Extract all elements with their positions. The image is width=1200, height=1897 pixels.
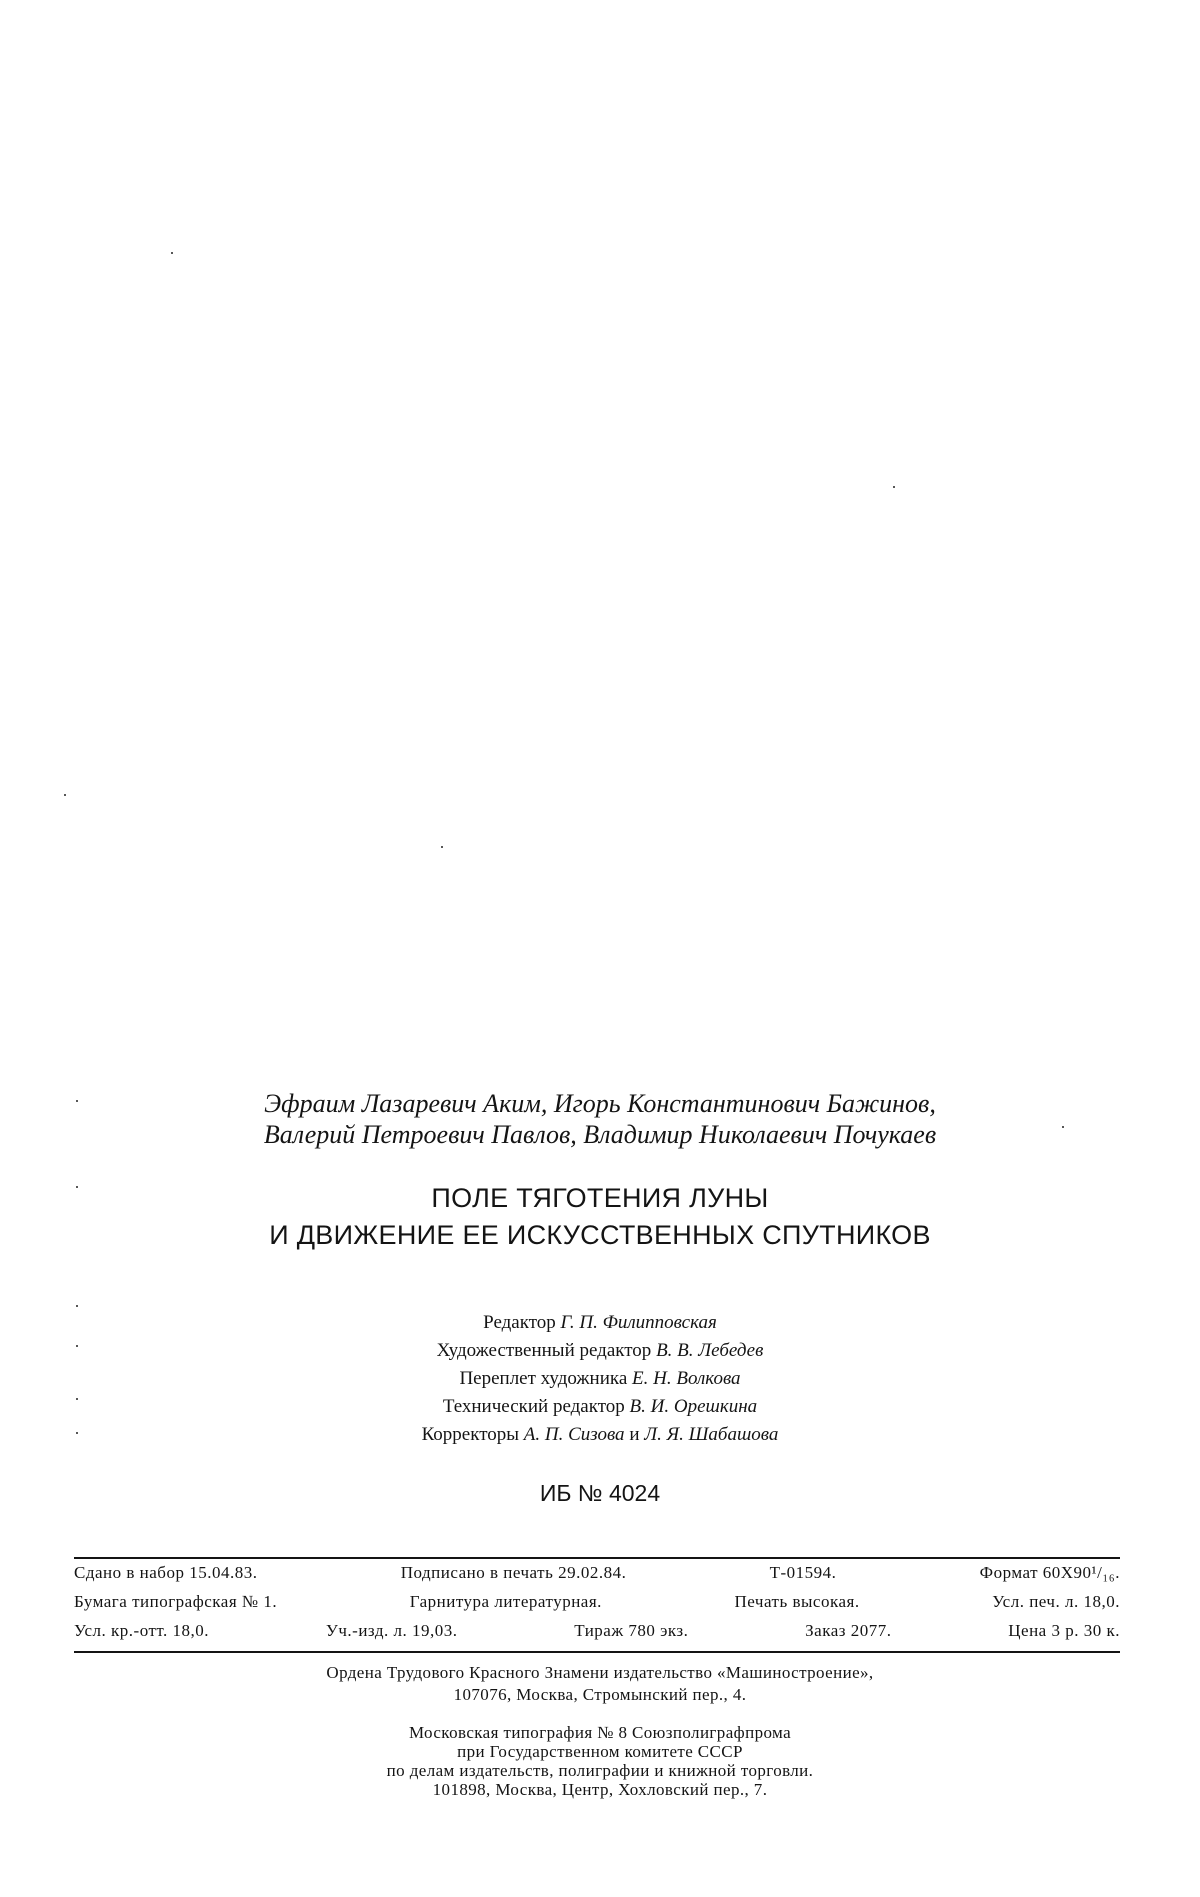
imprint-cell: Усл. кр.-отт. 18,0. [74,1621,210,1640]
printer-line: 101898, Москва, Центр, Хохловский пер., 7. [432,1780,768,1799]
publisher-line: Ордена Трудового Красного Знамени издательство «Машиностроение», [326,1663,874,1682]
credits-block [0,1309,1200,1449]
divider-bottom [74,1651,1120,1653]
imprint-cell: Цена 3 р. 30 к. [1008,1621,1120,1640]
credit-name: Г. П. Филипповская [560,1312,717,1333]
imprint-cell: Уч.-изд. л. 19,03. [325,1621,458,1640]
printer-line: при Государственном комитете СССР [457,1742,743,1761]
credit-line [0,1309,1200,1337]
imprint-cell: Т-01594. [769,1563,837,1582]
credit-line [0,1337,1200,1365]
credit-role: Корректоры [421,1424,520,1445]
publisher-block [0,1662,1200,1706]
imprint-cell: Заказ 2077. [805,1621,892,1640]
credit-name: А. П. Сизова [523,1424,625,1445]
imprint-cell: Подписано в печать 29.02.84. [400,1563,627,1582]
printer-line: Московская типография № 8 Союзполиграфпрома [408,1723,792,1742]
title-line: И ДВИЖЕНИЕ ЕЕ ИСКУССТВЕННЫХ СПУТНИКОВ [269,1220,931,1250]
book-title [0,1180,1200,1254]
credit-line [0,1421,1200,1449]
ib-number: ИБ № 4024 [539,1480,661,1506]
credit-role: Технический редактор [442,1396,625,1417]
credit-name: Л. Я. Шабашова [644,1424,779,1445]
authors-block [0,1088,1200,1150]
imprint-row [74,1592,1120,1612]
credit-conjunction: и [629,1424,640,1445]
scan-speck [893,486,895,488]
title-line: ПОЛЕ ТЯГОТЕНИЯ ЛУНЫ [431,1183,769,1213]
publisher-line: 107076, Москва, Стромынский пер., 4. [453,1685,747,1704]
printer-block [0,1723,1200,1799]
imprint-cell: Гарнитура литературная. [409,1592,602,1611]
credit-role: Переплет художника [459,1368,628,1389]
imprint-cell: Формат 60Х90¹/₁₆. [979,1563,1120,1582]
credit-role: Редактор [483,1312,556,1333]
credit-line [0,1393,1200,1421]
scan-speck [441,846,443,848]
authors-line: Эфраим Лазаревич Аким, Игорь Константинович Бажинов, [264,1089,936,1118]
credit-name: В. В. Лебедев [656,1340,764,1361]
credit-name: В. И. Орешкина [629,1396,758,1417]
scan-speck [171,252,173,254]
scan-speck [64,794,66,796]
imprint-row [74,1563,1120,1583]
credit-name: Е. Н. Волкова [632,1368,741,1389]
printer-line: по делам издательств, полиграфии и книжной торговли. [386,1761,814,1780]
imprint-cell: Бумага типографская № 1. [74,1592,278,1611]
credit-role: Художественный редактор [436,1340,652,1361]
credit-line [0,1365,1200,1393]
imprint-row [74,1621,1120,1641]
divider-top [74,1557,1120,1559]
imprint-cell: Сдано в набор 15.04.83. [74,1563,258,1582]
imprint-cell: Тираж 780 экз. [574,1621,689,1640]
scan-speck [76,1305,78,1307]
imprint-cell: Печать высокая. [734,1592,860,1611]
imprint-cell: Усл. печ. л. 18,0. [992,1592,1120,1611]
authors-line: Валерий Петроевич Павлов, Владимир Николаевич Почукаев [263,1120,937,1149]
